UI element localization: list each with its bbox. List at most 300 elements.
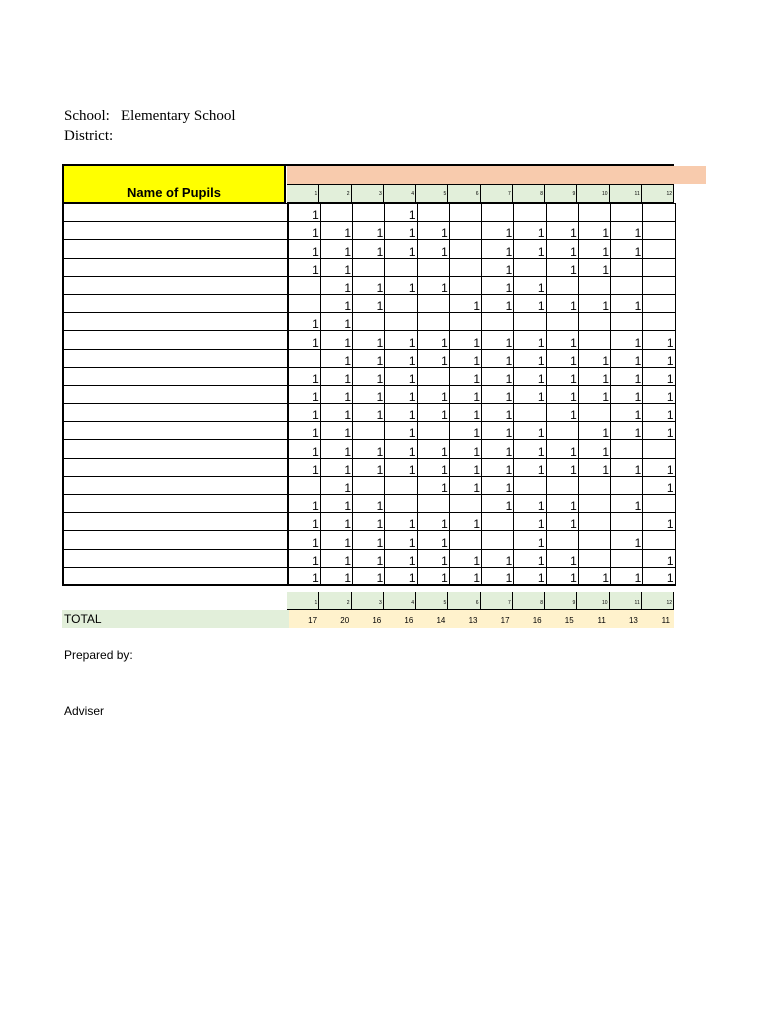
mark-cell[interactable] — [449, 313, 481, 331]
mark-cell[interactable] — [288, 476, 320, 494]
mark-cell[interactable]: 1 — [320, 531, 352, 549]
mark-cell[interactable]: 1 — [288, 495, 320, 513]
mark-cell[interactable]: 1 — [482, 549, 514, 567]
mark-cell[interactable]: 1 — [611, 240, 643, 258]
mark-cell[interactable]: 1 — [320, 222, 352, 240]
mark-cell[interactable]: 1 — [288, 258, 320, 276]
mark-cell[interactable]: 1 — [514, 513, 546, 531]
mark-cell[interactable] — [611, 313, 643, 331]
mark-cell[interactable] — [611, 440, 643, 458]
district-line — [64, 128, 113, 145]
mark-cell[interactable]: 1 — [611, 531, 643, 549]
mark-cell[interactable]: 1 — [514, 349, 546, 367]
pupil-name-cell[interactable] — [63, 367, 288, 385]
pupil-name-cell[interactable] — [63, 204, 288, 222]
mark-cell[interactable]: 1 — [482, 349, 514, 367]
table-row — [63, 276, 675, 294]
mark-cell[interactable] — [546, 531, 578, 549]
mark-cell[interactable] — [449, 276, 481, 294]
mark-cell[interactable] — [288, 276, 320, 294]
mark-cell[interactable]: 1 — [482, 458, 514, 476]
mark-cell[interactable] — [449, 531, 481, 549]
pupil-name-cell[interactable] — [63, 495, 288, 513]
mark-cell[interactable]: 1 — [546, 222, 578, 240]
mark-cell[interactable]: 1 — [514, 367, 546, 385]
mark-cell[interactable]: 1 — [514, 495, 546, 513]
mark-cell[interactable]: 1 — [611, 294, 643, 312]
mark-cell[interactable]: 1 — [643, 367, 675, 385]
mark-cell[interactable] — [546, 276, 578, 294]
mark-cell[interactable] — [353, 476, 385, 494]
mark-cell[interactable]: 1 — [417, 331, 449, 349]
mark-cell[interactable]: 1 — [611, 404, 643, 422]
pupil-name-cell[interactable] — [63, 476, 288, 494]
mark-cell[interactable]: 1 — [320, 495, 352, 513]
mark-cell[interactable]: 1 — [578, 349, 610, 367]
mark-cell[interactable] — [578, 495, 610, 513]
mark-cell[interactable] — [643, 294, 675, 312]
mark-cell[interactable]: 1 — [288, 422, 320, 440]
column-header-3: 3 — [352, 184, 384, 203]
mark-cell[interactable]: 1 — [353, 440, 385, 458]
pupil-name-cell[interactable] — [63, 549, 288, 567]
name-of-pupils-header — [62, 166, 286, 203]
mark-cell[interactable]: 1 — [578, 422, 610, 440]
mark-cell[interactable]: 1 — [385, 458, 417, 476]
mark-cell[interactable]: 1 — [320, 294, 352, 312]
mark-cell[interactable]: 1 — [417, 549, 449, 567]
mark-cell[interactable]: 1 — [288, 367, 320, 385]
mark-cell[interactable]: 1 — [320, 276, 352, 294]
mark-cell[interactable] — [353, 422, 385, 440]
mark-cell[interactable] — [449, 495, 481, 513]
mark-cell[interactable]: 1 — [578, 458, 610, 476]
mark-cell[interactable]: 1 — [482, 422, 514, 440]
pupil-name-cell[interactable] — [63, 458, 288, 476]
mark-cell[interactable]: 1 — [449, 476, 481, 494]
pupil-name-cell[interactable] — [63, 567, 288, 585]
mark-cell[interactable] — [546, 204, 578, 222]
mark-cell[interactable]: 1 — [417, 276, 449, 294]
mark-cell[interactable]: 1 — [546, 495, 578, 513]
mark-cell[interactable]: 1 — [643, 422, 675, 440]
mark-cell[interactable]: 1 — [417, 240, 449, 258]
mark-cell[interactable]: 1 — [385, 222, 417, 240]
mark-cell[interactable]: 1 — [385, 531, 417, 549]
mark-cell[interactable]: 1 — [288, 404, 320, 422]
mark-cell[interactable]: 1 — [353, 404, 385, 422]
mark-cell[interactable]: 1 — [578, 222, 610, 240]
mark-cell[interactable]: 1 — [320, 313, 352, 331]
mark-cell[interactable]: 1 — [449, 349, 481, 367]
mark-cell[interactable]: 1 — [643, 458, 675, 476]
mark-cell[interactable]: 1 — [353, 367, 385, 385]
mark-cell[interactable]: 1 — [320, 476, 352, 494]
mark-cell[interactable]: 1 — [611, 385, 643, 403]
mark-cell[interactable]: 1 — [288, 458, 320, 476]
mark-cell[interactable]: 1 — [288, 331, 320, 349]
mark-cell[interactable] — [578, 531, 610, 549]
mark-cell[interactable]: 1 — [546, 367, 578, 385]
mark-cell[interactable]: 1 — [482, 385, 514, 403]
mark-cell[interactable]: 1 — [514, 385, 546, 403]
mark-cell[interactable] — [482, 531, 514, 549]
mark-cell[interactable]: 1 — [288, 440, 320, 458]
mark-cell[interactable]: 1 — [385, 404, 417, 422]
mark-cell[interactable]: 1 — [385, 276, 417, 294]
table-row — [63, 349, 675, 367]
mark-cell[interactable] — [643, 222, 675, 240]
pupil-name-cell[interactable] — [63, 513, 288, 531]
pupil-name-cell[interactable] — [63, 404, 288, 422]
mark-cell[interactable]: 1 — [320, 422, 352, 440]
mark-cell[interactable]: 1 — [385, 385, 417, 403]
mark-cell[interactable]: 1 — [578, 240, 610, 258]
mark-cell[interactable]: 1 — [320, 349, 352, 367]
mark-cell[interactable] — [578, 276, 610, 294]
mark-cell[interactable]: 1 — [320, 240, 352, 258]
mark-cell[interactable]: 1 — [417, 440, 449, 458]
column-header-8: 8 — [513, 184, 545, 203]
mark-cell[interactable]: 1 — [449, 440, 481, 458]
mark-cell[interactable]: 1 — [288, 222, 320, 240]
mark-cell[interactable] — [385, 495, 417, 513]
column-number-footer — [287, 592, 674, 610]
mark-cell[interactable]: 1 — [643, 513, 675, 531]
pupil-name-cell[interactable] — [63, 313, 288, 331]
mark-cell[interactable]: 1 — [482, 476, 514, 494]
mark-cell[interactable] — [353, 258, 385, 276]
mark-cell[interactable] — [482, 204, 514, 222]
mark-cell[interactable]: 1 — [514, 458, 546, 476]
mark-cell[interactable]: 1 — [482, 240, 514, 258]
mark-cell[interactable]: 1 — [288, 567, 320, 585]
mark-cell[interactable]: 1 — [643, 385, 675, 403]
mark-cell[interactable]: 1 — [482, 495, 514, 513]
mark-cell[interactable]: 1 — [417, 222, 449, 240]
column-header-6: 6 — [448, 184, 480, 203]
table-row — [63, 385, 675, 403]
mark-cell[interactable]: 1 — [514, 240, 546, 258]
mark-cell[interactable] — [578, 313, 610, 331]
mark-cell[interactable]: 1 — [288, 385, 320, 403]
mark-cell[interactable]: 1 — [546, 440, 578, 458]
mark-cell[interactable]: 1 — [320, 567, 352, 585]
mark-cell[interactable]: 1 — [546, 385, 578, 403]
mark-cell[interactable]: 1 — [482, 258, 514, 276]
pupil-name-cell[interactable] — [63, 531, 288, 549]
mark-cell[interactable]: 1 — [449, 404, 481, 422]
mark-cell[interactable] — [514, 313, 546, 331]
mark-cell[interactable]: 1 — [417, 476, 449, 494]
table-row — [63, 222, 675, 240]
mark-cell[interactable] — [611, 549, 643, 567]
mark-cell[interactable]: 1 — [353, 294, 385, 312]
mark-cell[interactable]: 1 — [320, 513, 352, 531]
pupil-name-cell[interactable] — [63, 440, 288, 458]
mark-cell[interactable]: 1 — [482, 331, 514, 349]
mark-cell[interactable]: 1 — [546, 458, 578, 476]
mark-cell[interactable]: 1 — [578, 440, 610, 458]
mark-cell[interactable] — [514, 404, 546, 422]
mark-cell[interactable] — [578, 513, 610, 531]
mark-cell[interactable]: 1 — [514, 276, 546, 294]
mark-cell[interactable] — [417, 313, 449, 331]
mark-cell[interactable] — [385, 476, 417, 494]
mark-cell[interactable]: 1 — [482, 567, 514, 585]
mark-cell[interactable] — [417, 258, 449, 276]
mark-cell[interactable]: 1 — [546, 349, 578, 367]
mark-cell[interactable]: 1 — [611, 222, 643, 240]
mark-cell[interactable]: 1 — [546, 513, 578, 531]
mark-cell[interactable]: 1 — [320, 404, 352, 422]
mark-cell[interactable]: 1 — [353, 567, 385, 585]
mark-cell[interactable]: 1 — [288, 204, 320, 222]
mark-cell[interactable]: 1 — [546, 258, 578, 276]
mark-cell[interactable] — [643, 258, 675, 276]
mark-cell[interactable]: 1 — [417, 385, 449, 403]
pupil-name-cell[interactable] — [63, 385, 288, 403]
mark-cell[interactable] — [353, 313, 385, 331]
mark-cell[interactable]: 1 — [320, 458, 352, 476]
mark-cell[interactable]: 1 — [320, 385, 352, 403]
mark-cell[interactable] — [417, 495, 449, 513]
column-footer-7: 7 — [481, 592, 513, 610]
mark-cell[interactable]: 1 — [449, 385, 481, 403]
mark-cell[interactable]: 1 — [482, 294, 514, 312]
pupil-name-cell[interactable] — [63, 240, 288, 258]
mark-cell[interactable]: 1 — [546, 404, 578, 422]
mark-cell[interactable]: 1 — [578, 367, 610, 385]
mark-cell[interactable]: 1 — [288, 240, 320, 258]
mark-cell[interactable]: 1 — [449, 458, 481, 476]
table-row — [63, 513, 675, 531]
mark-cell[interactable]: 1 — [514, 422, 546, 440]
mark-cell[interactable]: 1 — [578, 567, 610, 585]
pupil-name-cell[interactable] — [63, 276, 288, 294]
mark-cell[interactable]: 1 — [643, 331, 675, 349]
mark-cell[interactable] — [514, 258, 546, 276]
mark-cell[interactable]: 1 — [385, 422, 417, 440]
attendance-grid — [62, 203, 676, 586]
mark-cell[interactable] — [578, 331, 610, 349]
mark-cell[interactable] — [320, 204, 352, 222]
mark-cell[interactable]: 1 — [385, 513, 417, 531]
mark-cell[interactable]: 1 — [449, 331, 481, 349]
pupil-name-cell[interactable] — [63, 331, 288, 349]
column-footer-6: 6 — [448, 592, 480, 610]
mark-cell[interactable]: 1 — [288, 549, 320, 567]
table-row — [63, 567, 675, 585]
mark-cell[interactable]: 1 — [514, 331, 546, 349]
mark-cell[interactable] — [385, 258, 417, 276]
adviser-label: Adviser — [64, 704, 105, 718]
total-value-12: 11 — [661, 616, 670, 625]
mark-cell[interactable]: 1 — [578, 385, 610, 403]
mark-cell[interactable]: 1 — [546, 567, 578, 585]
mark-cell[interactable] — [578, 549, 610, 567]
mark-cell[interactable] — [482, 313, 514, 331]
mark-cell[interactable]: 1 — [449, 422, 481, 440]
mark-cell[interactable]: 1 — [514, 294, 546, 312]
mark-cell[interactable]: 1 — [353, 495, 385, 513]
mark-cell[interactable]: 1 — [578, 258, 610, 276]
mark-cell[interactable]: 1 — [546, 240, 578, 258]
mark-cell[interactable]: 1 — [482, 404, 514, 422]
mark-cell[interactable] — [417, 204, 449, 222]
pupil-name-cell[interactable] — [63, 349, 288, 367]
mark-cell[interactable] — [643, 276, 675, 294]
mark-cell[interactable] — [514, 476, 546, 494]
mark-cell[interactable]: 1 — [417, 567, 449, 585]
mark-cell[interactable]: 1 — [353, 549, 385, 567]
mark-cell[interactable] — [611, 276, 643, 294]
mark-cell[interactable]: 1 — [611, 567, 643, 585]
mark-cell[interactable] — [385, 294, 417, 312]
mark-cell[interactable]: 1 — [643, 567, 675, 585]
mark-cell[interactable]: 1 — [320, 440, 352, 458]
column-header-2: 2 — [319, 184, 351, 203]
mark-cell[interactable]: 1 — [353, 531, 385, 549]
table-row — [63, 294, 675, 312]
mark-cell[interactable]: 1 — [578, 294, 610, 312]
mark-cell[interactable]: 1 — [482, 276, 514, 294]
mark-cell[interactable]: 1 — [320, 367, 352, 385]
mark-cell[interactable] — [611, 513, 643, 531]
total-row — [62, 610, 674, 628]
mark-cell[interactable] — [578, 404, 610, 422]
mark-cell[interactable]: 1 — [385, 367, 417, 385]
mark-cell[interactable]: 1 — [643, 404, 675, 422]
mark-cell[interactable] — [546, 422, 578, 440]
total-value-6: 13 — [468, 616, 478, 625]
mark-cell[interactable] — [417, 367, 449, 385]
mark-cell[interactable]: 1 — [514, 531, 546, 549]
mark-cell[interactable]: 1 — [611, 331, 643, 349]
mark-cell[interactable]: 1 — [611, 349, 643, 367]
mark-cell[interactable] — [288, 294, 320, 312]
mark-cell[interactable] — [643, 240, 675, 258]
mark-cell[interactable] — [353, 204, 385, 222]
mark-cell[interactable]: 1 — [417, 404, 449, 422]
mark-cell[interactable]: 1 — [514, 549, 546, 567]
mark-cell[interactable] — [643, 313, 675, 331]
mark-cell[interactable]: 1 — [417, 531, 449, 549]
mark-cell[interactable]: 1 — [320, 549, 352, 567]
mark-cell[interactable]: 1 — [288, 313, 320, 331]
mark-cell[interactable]: 1 — [643, 549, 675, 567]
mark-cell[interactable]: 1 — [353, 276, 385, 294]
mark-cell[interactable]: 1 — [353, 458, 385, 476]
mark-cell[interactable]: 1 — [643, 349, 675, 367]
mark-cell[interactable] — [643, 495, 675, 513]
mark-cell[interactable]: 1 — [385, 204, 417, 222]
mark-cell[interactable]: 1 — [482, 367, 514, 385]
total-value-5: 14 — [436, 616, 446, 625]
mark-cell[interactable]: 1 — [449, 367, 481, 385]
column-header-5: 5 — [416, 184, 448, 203]
mark-cell[interactable]: 1 — [482, 440, 514, 458]
mark-cell[interactable]: 1 — [546, 294, 578, 312]
mark-cell[interactable] — [449, 204, 481, 222]
mark-cell[interactable]: 1 — [546, 331, 578, 349]
mark-cell[interactable] — [288, 349, 320, 367]
mark-cell[interactable]: 1 — [353, 349, 385, 367]
mark-cell[interactable] — [449, 240, 481, 258]
pupil-name-cell[interactable] — [63, 294, 288, 312]
mark-cell[interactable]: 1 — [385, 349, 417, 367]
mark-cell[interactable]: 1 — [385, 549, 417, 567]
mark-cell[interactable]: 1 — [385, 331, 417, 349]
table-row — [63, 458, 675, 476]
mark-cell[interactable] — [643, 531, 675, 549]
mark-cell[interactable]: 1 — [514, 567, 546, 585]
mark-cell[interactable]: 1 — [320, 258, 352, 276]
school-value: Elementary School — [121, 108, 236, 124]
mark-cell[interactable]: 1 — [449, 567, 481, 585]
mark-cell[interactable] — [385, 313, 417, 331]
mark-cell[interactable]: 1 — [546, 549, 578, 567]
mark-cell[interactable] — [611, 258, 643, 276]
mark-cell[interactable]: 1 — [611, 367, 643, 385]
mark-cell[interactable] — [449, 258, 481, 276]
mark-cell[interactable]: 1 — [449, 294, 481, 312]
pupil-name-cell[interactable] — [63, 422, 288, 440]
mark-cell[interactable]: 1 — [643, 476, 675, 494]
mark-cell[interactable]: 1 — [514, 222, 546, 240]
mark-cell[interactable]: 1 — [353, 331, 385, 349]
mark-cell[interactable]: 1 — [353, 385, 385, 403]
mark-cell[interactable] — [514, 204, 546, 222]
pupil-name-cell[interactable] — [63, 222, 288, 240]
school-line — [64, 108, 236, 125]
mark-cell[interactable]: 1 — [288, 513, 320, 531]
mark-cell[interactable]: 1 — [611, 422, 643, 440]
mark-cell[interactable] — [546, 476, 578, 494]
mark-cell[interactable]: 1 — [385, 240, 417, 258]
mark-cell[interactable]: 1 — [514, 440, 546, 458]
mark-cell[interactable]: 1 — [482, 222, 514, 240]
mark-cell[interactable] — [643, 204, 675, 222]
mark-cell[interactable]: 1 — [385, 567, 417, 585]
mark-cell[interactable] — [482, 513, 514, 531]
mark-cell[interactable]: 1 — [385, 440, 417, 458]
mark-cell[interactable]: 1 — [320, 331, 352, 349]
mark-cell[interactable]: 1 — [353, 513, 385, 531]
mark-cell[interactable] — [417, 294, 449, 312]
mark-cell[interactable]: 1 — [611, 495, 643, 513]
mark-cell[interactable] — [546, 313, 578, 331]
mark-cell[interactable] — [643, 440, 675, 458]
mark-cell[interactable] — [578, 204, 610, 222]
mark-cell[interactable]: 1 — [353, 240, 385, 258]
mark-cell[interactable]: 1 — [353, 222, 385, 240]
mark-cell[interactable]: 1 — [449, 549, 481, 567]
pupil-name-cell[interactable] — [63, 258, 288, 276]
mark-cell[interactable] — [417, 422, 449, 440]
mark-cell[interactable] — [611, 204, 643, 222]
mark-cell[interactable]: 1 — [417, 349, 449, 367]
mark-cell[interactable] — [611, 476, 643, 494]
mark-cell[interactable] — [578, 476, 610, 494]
mark-cell[interactable]: 1 — [611, 458, 643, 476]
mark-cell[interactable]: 1 — [417, 458, 449, 476]
table-row — [63, 531, 675, 549]
mark-cell[interactable]: 1 — [288, 531, 320, 549]
mark-cell[interactable]: 1 — [449, 513, 481, 531]
mark-cell[interactable] — [449, 222, 481, 240]
mark-cell[interactable]: 1 — [417, 513, 449, 531]
